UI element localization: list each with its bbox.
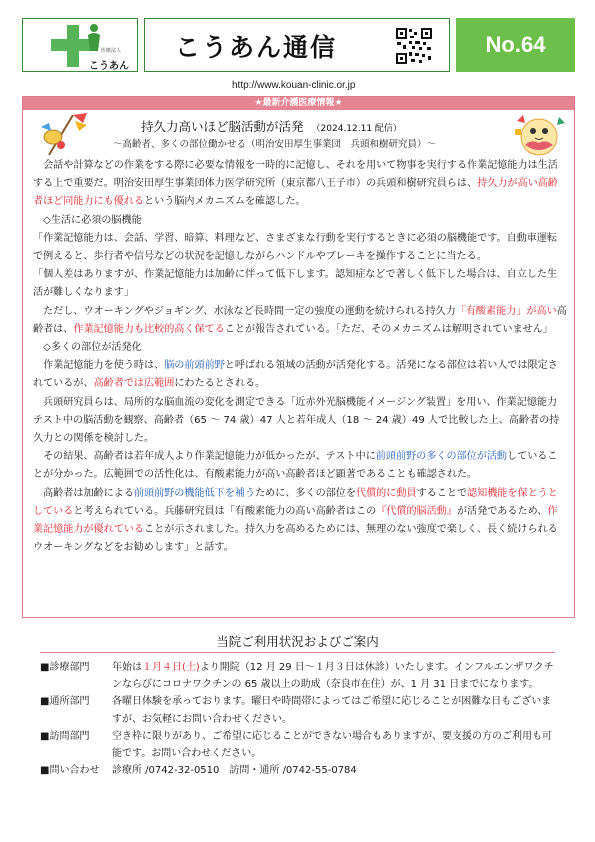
- article-subtitle: ～高齢者、多くの部位働かせる（明治安田厚生事業団 兵頭和樹研究員）～: [113, 139, 437, 150]
- info-divider: [40, 652, 555, 653]
- highlight-red: 作業記憶能力が優れている: [33, 505, 558, 536]
- highlight-blue: 前頭前野の多くの部位が活動: [375, 451, 508, 463]
- section-heading: ◇多くの部位が活発化: [43, 342, 142, 354]
- clinic-url[interactable]: http://www.kouan-clinic.or.jp: [232, 80, 356, 91]
- paragraph: [33, 303, 567, 339]
- highlight-red: 認知機能を保とうとしている: [33, 487, 558, 517]
- logo-name: こうあん: [89, 61, 129, 72]
- text: ために、多くの部位を: [255, 487, 356, 499]
- text: ことが示されました。持久力を高めるためには、無理のない強度で楽しく、長く続けられるウオーキングなどをお勧めします」と話す。: [33, 524, 558, 554]
- article-date: （2024.12.11 配信）: [311, 124, 402, 134]
- newsletter-title-box: [144, 18, 450, 72]
- text: していることが分かった。広範囲での活性化は、有酸素能力が高い高齢者ほど顕著であることも確認された。: [33, 451, 558, 481]
- highlight-red: 『代償的脳活動』: [376, 505, 457, 517]
- info-row-visit: [40, 728, 560, 762]
- paragraph: 「個人差はありますが、作業記憶能力は加齢に伴って低下します。認知症などで著しく低下した場合は、自立した生活が難しくなります」: [33, 269, 558, 299]
- paragraph: 兵頭研究員らは、局所的な脳血流の変化を測定できる「近赤外光脳機能イメージング装置」を用い、作業記憶能力テスト中の脳活動を観察、高齢者（65 ～ 74 歳）47 人と若年成人（18 ～ 24 歳）49 人で比較した上、高齢者の持久力との関係を検討した。: [33, 396, 560, 445]
- info-row-daycare: [40, 693, 560, 727]
- info-label: ■通所部門: [40, 696, 90, 708]
- text: 高齢者は加齢による: [43, 487, 134, 499]
- info-value-phone[interactable]: 診療所 /0742-32-0510 訪問・通所 /0742-55-0784: [112, 765, 357, 777]
- text: が活発であるため、: [456, 505, 548, 517]
- news-section: [22, 96, 575, 618]
- info-title: 当院ご利用状況およびご案内: [216, 634, 379, 649]
- text: 年始は: [112, 662, 142, 673]
- issue-number: No.64: [456, 18, 575, 72]
- highlight-blue: 前頭前野の機能低下を補う: [133, 487, 256, 499]
- paragraph: [33, 448, 567, 484]
- new-year-decoration-icon: [39, 111, 89, 157]
- text: 作業記憶能力を使う時は、: [43, 360, 165, 372]
- info-label: ■訪問部門: [40, 730, 90, 742]
- section-heading: ◇生活に必須の脳機能: [43, 214, 142, 226]
- highlight-red: １月４日(土): [142, 662, 200, 673]
- text: より開院（12 月 29 日～１月３日は休診）いたします。インフルエンザワクチンならびにコロナワクチンの 65 歳以上の助成（奈良市在住）が、1 月 31 日までになります。: [112, 662, 554, 691]
- highlight-red: 「有酸素能力」が高い: [455, 305, 557, 317]
- text: 会話や計算などの作業をする際に必要な情報を一時的に記憶し、それを用いて物事を実行する作業記憶能力は生活する上で重要だ。明治安田厚生事業団体力医学研究所（東京都八王子市）の兵頭和樹研究員らは、: [33, 160, 558, 190]
- highlight-red: 代償的に動員: [356, 487, 417, 499]
- info-value: 空き枠に限りがあり、ご希望に応じることができない場合もありますが、要支援の方のご利用も可能です。お問い合わせください。: [112, 730, 552, 760]
- paragraph: [33, 157, 567, 212]
- text: 高齢者は、: [33, 305, 567, 335]
- text: することで: [416, 487, 468, 499]
- news-banner: ★最新介護医療情報★: [23, 97, 574, 110]
- logo-subtitle: 医療法人: [101, 48, 122, 54]
- highlight-red: 作業記憶能力も比較的高く保てる: [73, 323, 225, 335]
- highlight-red: 高齢者では広範囲: [93, 378, 175, 390]
- text: その結果、高齢者は若年成人より作業記憶能力が低かったが、テスト中に: [43, 451, 376, 463]
- info-label: ■診療部門: [40, 662, 90, 673]
- info-value: [112, 659, 560, 693]
- info-list: [40, 659, 560, 779]
- newsletter-title: こうあん通信: [175, 33, 338, 62]
- qr-code-icon[interactable]: [395, 27, 433, 65]
- info-row-contact: [40, 762, 560, 779]
- article-title-text: 持久力高いほど脳活動が活発: [141, 119, 304, 134]
- text: ただし、ウオーキングやジョギング、水泳など長時間一定の強度の運動を続けられる持久力: [43, 305, 456, 317]
- text: にわたるとされる。: [174, 378, 266, 390]
- paragraph: 「作業記憶能力は、会話、学習、暗算、料理など、さまざまな行動を実行するときに必須の脳機能です。自動車運転で例えると、歩行者や信号などの状況を記憶しながらハンドルやブレーキを操作することに当たる。: [33, 232, 558, 263]
- article-body: [33, 157, 567, 557]
- text: と呼ばれる領域の活動が活発化する。活発になる部位は若い人では限定されているが、: [33, 360, 558, 390]
- paragraph: [33, 485, 567, 558]
- info-row-clinic: [40, 659, 560, 693]
- article-title: [141, 117, 402, 135]
- paragraph: [33, 357, 567, 393]
- info-value: 各曜日体験を承っております。曜日や時間帯によってはご希望に応じることが困難な日もございますが、お気軽にお問い合わせください。: [112, 696, 552, 725]
- info-label: ■問い合わせ: [40, 765, 100, 777]
- highlight-red: 持久力が高い高齢者ほど同能力にも優れる: [33, 178, 558, 208]
- snake-zodiac-icon: [511, 111, 567, 157]
- highlight-blue: 脳の前頭前野: [164, 360, 225, 372]
- header: [22, 18, 575, 72]
- clinic-logo: [22, 18, 138, 72]
- text: という脳内メカニズムを確認した。: [144, 196, 306, 208]
- text: ことが報告されている。「ただ、そのメカニズムは解明されていません」: [224, 323, 553, 335]
- text: と考えられている。兵藤研究員は「有酸素能力の高い高齢者はこの: [73, 505, 377, 517]
